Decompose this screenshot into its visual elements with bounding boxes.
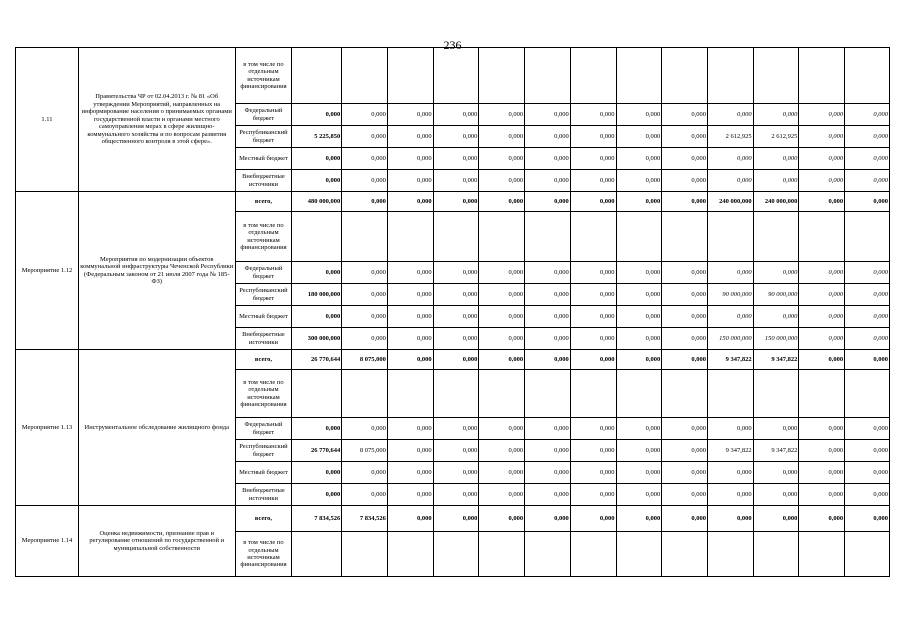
amount-cell: 0,000 [845, 462, 890, 484]
amount-cell: 0,000 [799, 104, 845, 126]
amount-cell: 0,000 [753, 462, 799, 484]
amount-cell: 0,000 [845, 104, 890, 126]
amount-cell: 0,000 [799, 306, 845, 328]
amount-cell: 0,000 [570, 462, 616, 484]
activity-code: Мероприятие 1.14 [16, 506, 79, 577]
amount-cell: 0,000 [616, 104, 662, 126]
amount-cell: 0,000 [799, 284, 845, 306]
amount-cell: 0,000 [662, 440, 708, 462]
amount-cell: 0,000 [387, 284, 433, 306]
amount-cell [433, 212, 479, 262]
amount-cell: 0,000 [433, 126, 479, 148]
amount-cell [753, 370, 799, 418]
amount-cell: 7 834,526 [292, 506, 342, 532]
table-row [16, 506, 890, 532]
amount-cell [662, 532, 708, 577]
amount-cell: 0,000 [845, 192, 890, 212]
amount-cell: 0,000 [433, 306, 479, 328]
amount-cell [525, 48, 571, 104]
amount-cell: 0,000 [570, 126, 616, 148]
amount-cell: 0,000 [342, 484, 388, 506]
amount-cell: 0,000 [479, 148, 525, 170]
amount-cell: 0,000 [525, 104, 571, 126]
amount-cell: 0,000 [342, 104, 388, 126]
amount-cell: 0,000 [387, 126, 433, 148]
amount-cell [707, 48, 753, 104]
amount-cell: 0,000 [292, 104, 342, 126]
funding-source: Внебюджетные источники [235, 484, 292, 506]
funding-source: Внебюджетные источники [235, 328, 292, 350]
amount-cell: 0,000 [525, 418, 571, 440]
amount-cell: 0,000 [387, 328, 433, 350]
amount-cell: 0,000 [479, 484, 525, 506]
amount-cell: 0,000 [845, 418, 890, 440]
amount-cell: 0,000 [292, 262, 342, 284]
amount-cell [799, 370, 845, 418]
amount-cell [525, 370, 571, 418]
amount-cell: 0,000 [292, 170, 342, 192]
amount-cell [342, 532, 388, 577]
amount-cell: 0,000 [433, 170, 479, 192]
amount-cell: 0,000 [570, 192, 616, 212]
amount-cell: 0,000 [433, 284, 479, 306]
amount-cell: 0,000 [707, 418, 753, 440]
amount-cell: 0,000 [570, 262, 616, 284]
amount-cell [753, 212, 799, 262]
amount-cell: 0,000 [342, 126, 388, 148]
amount-cell: 0,000 [342, 262, 388, 284]
amount-cell: 0,000 [292, 148, 342, 170]
amount-cell [479, 48, 525, 104]
amount-cell: 0,000 [387, 462, 433, 484]
activity-code: Мероприятие 1.13 [16, 350, 79, 506]
amount-cell: 5 225,850 [292, 126, 342, 148]
amount-cell: 0,000 [799, 192, 845, 212]
amount-cell [342, 370, 388, 418]
amount-cell: 0,000 [433, 350, 479, 370]
amount-cell: 26 770,644 [292, 350, 342, 370]
amount-cell: 0,000 [845, 440, 890, 462]
amount-cell: 0,000 [616, 328, 662, 350]
amount-cell: 0,000 [616, 170, 662, 192]
amount-cell [342, 212, 388, 262]
amount-cell [616, 532, 662, 577]
amount-cell [662, 370, 708, 418]
budget-table [15, 47, 890, 577]
amount-cell [570, 212, 616, 262]
amount-cell: 0,000 [662, 462, 708, 484]
amount-cell: 0,000 [845, 506, 890, 532]
amount-cell: 0,000 [387, 148, 433, 170]
amount-cell: 0,000 [479, 306, 525, 328]
funding-source: всего, [235, 192, 292, 212]
funding-source: Федеральный бюджет [235, 418, 292, 440]
amount-cell: 150 000,000 [707, 328, 753, 350]
amount-cell: 2 612,925 [707, 126, 753, 148]
amount-cell [387, 370, 433, 418]
amount-cell: 8 075,000 [342, 440, 388, 462]
amount-cell: 0,000 [387, 262, 433, 284]
amount-cell [292, 532, 342, 577]
funding-source: в том числе по отдельным источникам финансирования [235, 48, 292, 104]
amount-cell: 0,000 [753, 104, 799, 126]
amount-cell: 0,000 [479, 462, 525, 484]
amount-cell: 26 770,644 [292, 440, 342, 462]
amount-cell: 0,000 [753, 506, 799, 532]
amount-cell: 0,000 [433, 484, 479, 506]
amount-cell: 0,000 [753, 306, 799, 328]
amount-cell: 0,000 [707, 104, 753, 126]
amount-cell: 0,000 [387, 170, 433, 192]
amount-cell: 0,000 [433, 328, 479, 350]
amount-cell: 0,000 [753, 148, 799, 170]
amount-cell: 0,000 [845, 350, 890, 370]
amount-cell: 0,000 [387, 418, 433, 440]
amount-cell: 0,000 [525, 484, 571, 506]
amount-cell: 0,000 [387, 104, 433, 126]
amount-cell: 150 000,000 [753, 328, 799, 350]
amount-cell: 0,000 [616, 126, 662, 148]
amount-cell: 0,000 [292, 484, 342, 506]
amount-cell [662, 48, 708, 104]
amount-cell: 0,000 [342, 328, 388, 350]
funding-source: Республиканский бюджет [235, 126, 292, 148]
page-number: 236 [443, 38, 462, 52]
amount-cell: 0,000 [525, 148, 571, 170]
amount-cell [616, 48, 662, 104]
amount-cell: 0,000 [570, 284, 616, 306]
amount-cell: 480 000,000 [292, 192, 342, 212]
amount-cell: 0,000 [525, 262, 571, 284]
amount-cell: 0,000 [433, 440, 479, 462]
amount-cell: 0,000 [479, 506, 525, 532]
activity-name: Инструментальное обследование жилищного фонда [79, 350, 236, 506]
amount-cell: 0,000 [525, 306, 571, 328]
amount-cell [707, 370, 753, 418]
amount-cell: 0,000 [479, 126, 525, 148]
amount-cell: 0,000 [662, 484, 708, 506]
amount-cell: 0,000 [525, 328, 571, 350]
amount-cell: 90 000,000 [707, 284, 753, 306]
amount-cell: 0,000 [570, 350, 616, 370]
amount-cell [387, 532, 433, 577]
activity-name: Правительства ЧР от 02.04.2013 г. № 81 «Об утверждении Мероприятий, направленных на информирование населения о принимаемых органами государственной власти и органами местного самоуправления мерах в сфере жилищно-коммунального хозяйства и по вопросам развития общественного контроля в этой сфере». [79, 48, 236, 192]
amount-cell: 0,000 [799, 462, 845, 484]
amount-cell: 0,000 [433, 506, 479, 532]
amount-cell: 0,000 [799, 126, 845, 148]
amount-cell: 0,000 [570, 170, 616, 192]
amount-cell [799, 532, 845, 577]
amount-cell: 0,000 [845, 484, 890, 506]
amount-cell: 0,000 [525, 284, 571, 306]
amount-cell [662, 212, 708, 262]
amount-cell [707, 532, 753, 577]
amount-cell: 0,000 [342, 192, 388, 212]
amount-cell [479, 532, 525, 577]
amount-cell: 0,000 [525, 192, 571, 212]
activity-code: Мероприятие 1.12 [16, 192, 79, 350]
amount-cell: 0,000 [292, 418, 342, 440]
amount-cell: 0,000 [662, 350, 708, 370]
amount-cell: 300 000,000 [292, 328, 342, 350]
amount-cell: 0,000 [616, 462, 662, 484]
amount-cell: 0,000 [433, 148, 479, 170]
amount-cell: 0,000 [662, 506, 708, 532]
amount-cell: 240 000,000 [707, 192, 753, 212]
amount-cell [707, 212, 753, 262]
amount-cell: 0,000 [799, 484, 845, 506]
amount-cell: 0,000 [570, 306, 616, 328]
amount-cell: 0,000 [616, 148, 662, 170]
amount-cell: 0,000 [387, 484, 433, 506]
amount-cell: 9 347,822 [753, 440, 799, 462]
amount-cell [799, 48, 845, 104]
amount-cell: 0,000 [433, 462, 479, 484]
amount-cell: 0,000 [662, 148, 708, 170]
amount-cell [570, 532, 616, 577]
amount-cell: 0,000 [479, 104, 525, 126]
amount-cell [525, 212, 571, 262]
amount-cell: 0,000 [845, 284, 890, 306]
amount-cell: 0,000 [662, 328, 708, 350]
amount-cell: 0,000 [799, 350, 845, 370]
amount-cell: 0,000 [662, 192, 708, 212]
amount-cell [479, 370, 525, 418]
amount-cell: 0,000 [845, 306, 890, 328]
amount-cell [433, 532, 479, 577]
amount-cell: 0,000 [479, 170, 525, 192]
amount-cell: 0,000 [479, 284, 525, 306]
amount-cell [433, 48, 479, 104]
amount-cell: 0,000 [799, 262, 845, 284]
amount-cell: 0,000 [342, 306, 388, 328]
funding-source: Республиканский бюджет [235, 440, 292, 462]
amount-cell: 0,000 [387, 306, 433, 328]
amount-cell: 0,000 [387, 350, 433, 370]
amount-cell: 0,000 [570, 328, 616, 350]
amount-cell: 0,000 [845, 328, 890, 350]
amount-cell: 0,000 [479, 350, 525, 370]
amount-cell: 0,000 [570, 104, 616, 126]
amount-cell: 0,000 [433, 192, 479, 212]
amount-cell: 0,000 [387, 440, 433, 462]
amount-cell: 7 834,526 [342, 506, 388, 532]
amount-cell: 0,000 [342, 148, 388, 170]
amount-cell: 0,000 [662, 418, 708, 440]
amount-cell: 0,000 [799, 328, 845, 350]
amount-cell [616, 370, 662, 418]
amount-cell [753, 532, 799, 577]
table-row [16, 350, 890, 370]
amount-cell: 0,000 [662, 306, 708, 328]
amount-cell: 180 000,000 [292, 284, 342, 306]
amount-cell: 0,000 [570, 484, 616, 506]
funding-source: в том числе по отдельным источникам финансирования [235, 370, 292, 418]
amount-cell [570, 48, 616, 104]
amount-cell [342, 48, 388, 104]
funding-source: всего, [235, 506, 292, 532]
amount-cell [387, 48, 433, 104]
amount-cell [570, 370, 616, 418]
amount-cell: 0,000 [479, 418, 525, 440]
activity-code: 1.11 [16, 48, 79, 192]
amount-cell: 240 000,000 [753, 192, 799, 212]
amount-cell: 0,000 [845, 148, 890, 170]
amount-cell [799, 212, 845, 262]
amount-cell: 0,000 [433, 104, 479, 126]
amount-cell: 0,000 [707, 484, 753, 506]
amount-cell [387, 212, 433, 262]
amount-cell: 9 347,822 [707, 350, 753, 370]
funding-source: в том числе по отдельным источникам финансирования [235, 532, 292, 577]
amount-cell: 0,000 [616, 440, 662, 462]
amount-cell: 0,000 [616, 484, 662, 506]
amount-cell: 0,000 [707, 170, 753, 192]
amount-cell: 0,000 [799, 506, 845, 532]
funding-source: Федеральный бюджет [235, 262, 292, 284]
amount-cell: 0,000 [707, 306, 753, 328]
amount-cell: 0,000 [292, 462, 342, 484]
funding-source: Внебюджетные источники [235, 170, 292, 192]
funding-source: в том числе по отдельным источникам финансирования [235, 212, 292, 262]
amount-cell: 0,000 [616, 506, 662, 532]
amount-cell: 0,000 [753, 262, 799, 284]
amount-cell: 0,000 [479, 440, 525, 462]
amount-cell: 0,000 [707, 262, 753, 284]
amount-cell [616, 212, 662, 262]
amount-cell: 0,000 [799, 170, 845, 192]
amount-cell: 0,000 [707, 506, 753, 532]
funding-source: Республиканский бюджет [235, 284, 292, 306]
amount-cell: 0,000 [616, 350, 662, 370]
activity-name: Оценка недвижимости, признание прав и регулирование отношений по государственной и муниципальной собственности [79, 506, 236, 577]
amount-cell: 0,000 [342, 170, 388, 192]
funding-source: Местный бюджет [235, 148, 292, 170]
amount-cell: 0,000 [342, 284, 388, 306]
amount-cell [292, 370, 342, 418]
amount-cell: 0,000 [616, 284, 662, 306]
amount-cell: 8 075,000 [342, 350, 388, 370]
amount-cell: 0,000 [616, 418, 662, 440]
activity-name: Мероприятия по модернизации объектов коммунальной инфраструктуры Чеченской Республики (Федеральным законом от 21 июля 2007 года № 185-ФЗ) [79, 192, 236, 350]
amount-cell: 0,000 [799, 440, 845, 462]
amount-cell: 0,000 [662, 262, 708, 284]
amount-cell [525, 532, 571, 577]
amount-cell: 0,000 [753, 484, 799, 506]
amount-cell: 0,000 [525, 126, 571, 148]
amount-cell: 0,000 [845, 126, 890, 148]
amount-cell: 0,000 [570, 418, 616, 440]
amount-cell: 9 347,822 [707, 440, 753, 462]
amount-cell: 0,000 [662, 104, 708, 126]
amount-cell: 0,000 [799, 418, 845, 440]
table-row [16, 48, 890, 104]
amount-cell: 0,000 [662, 126, 708, 148]
table-row [16, 192, 890, 212]
amount-cell: 0,000 [433, 418, 479, 440]
amount-cell: 0,000 [570, 506, 616, 532]
amount-cell: 0,000 [479, 262, 525, 284]
amount-cell [845, 48, 890, 104]
amount-cell [292, 212, 342, 262]
amount-cell: 0,000 [525, 462, 571, 484]
amount-cell: 0,000 [845, 170, 890, 192]
amount-cell: 0,000 [525, 350, 571, 370]
amount-cell: 0,000 [525, 440, 571, 462]
amount-cell: 0,000 [662, 284, 708, 306]
amount-cell: 0,000 [662, 170, 708, 192]
amount-cell: 2 612,925 [753, 126, 799, 148]
amount-cell [845, 212, 890, 262]
amount-cell: 0,000 [753, 418, 799, 440]
amount-cell: 0,000 [525, 506, 571, 532]
amount-cell: 0,000 [707, 148, 753, 170]
amount-cell [753, 48, 799, 104]
amount-cell: 0,000 [292, 306, 342, 328]
amount-cell: 0,000 [616, 262, 662, 284]
amount-cell [292, 48, 342, 104]
amount-cell: 0,000 [342, 462, 388, 484]
amount-cell [845, 370, 890, 418]
funding-source: Федеральный бюджет [235, 104, 292, 126]
amount-cell: 0,000 [707, 462, 753, 484]
amount-cell: 0,000 [616, 192, 662, 212]
amount-cell: 0,000 [570, 148, 616, 170]
amount-cell: 9 347,822 [753, 350, 799, 370]
funding-source: Местный бюджет [235, 306, 292, 328]
amount-cell: 0,000 [845, 262, 890, 284]
amount-cell: 0,000 [433, 262, 479, 284]
amount-cell: 0,000 [342, 418, 388, 440]
amount-cell: 0,000 [479, 192, 525, 212]
amount-cell: 0,000 [479, 328, 525, 350]
amount-cell: 0,000 [616, 306, 662, 328]
amount-cell [479, 212, 525, 262]
amount-cell: 0,000 [570, 440, 616, 462]
funding-source: Местный бюджет [235, 462, 292, 484]
amount-cell [845, 532, 890, 577]
amount-cell [433, 370, 479, 418]
funding-source: всего, [235, 350, 292, 370]
amount-cell: 90 000,000 [753, 284, 799, 306]
amount-cell: 0,000 [525, 170, 571, 192]
amount-cell: 0,000 [387, 506, 433, 532]
amount-cell: 0,000 [753, 170, 799, 192]
amount-cell: 0,000 [799, 148, 845, 170]
amount-cell: 0,000 [387, 192, 433, 212]
